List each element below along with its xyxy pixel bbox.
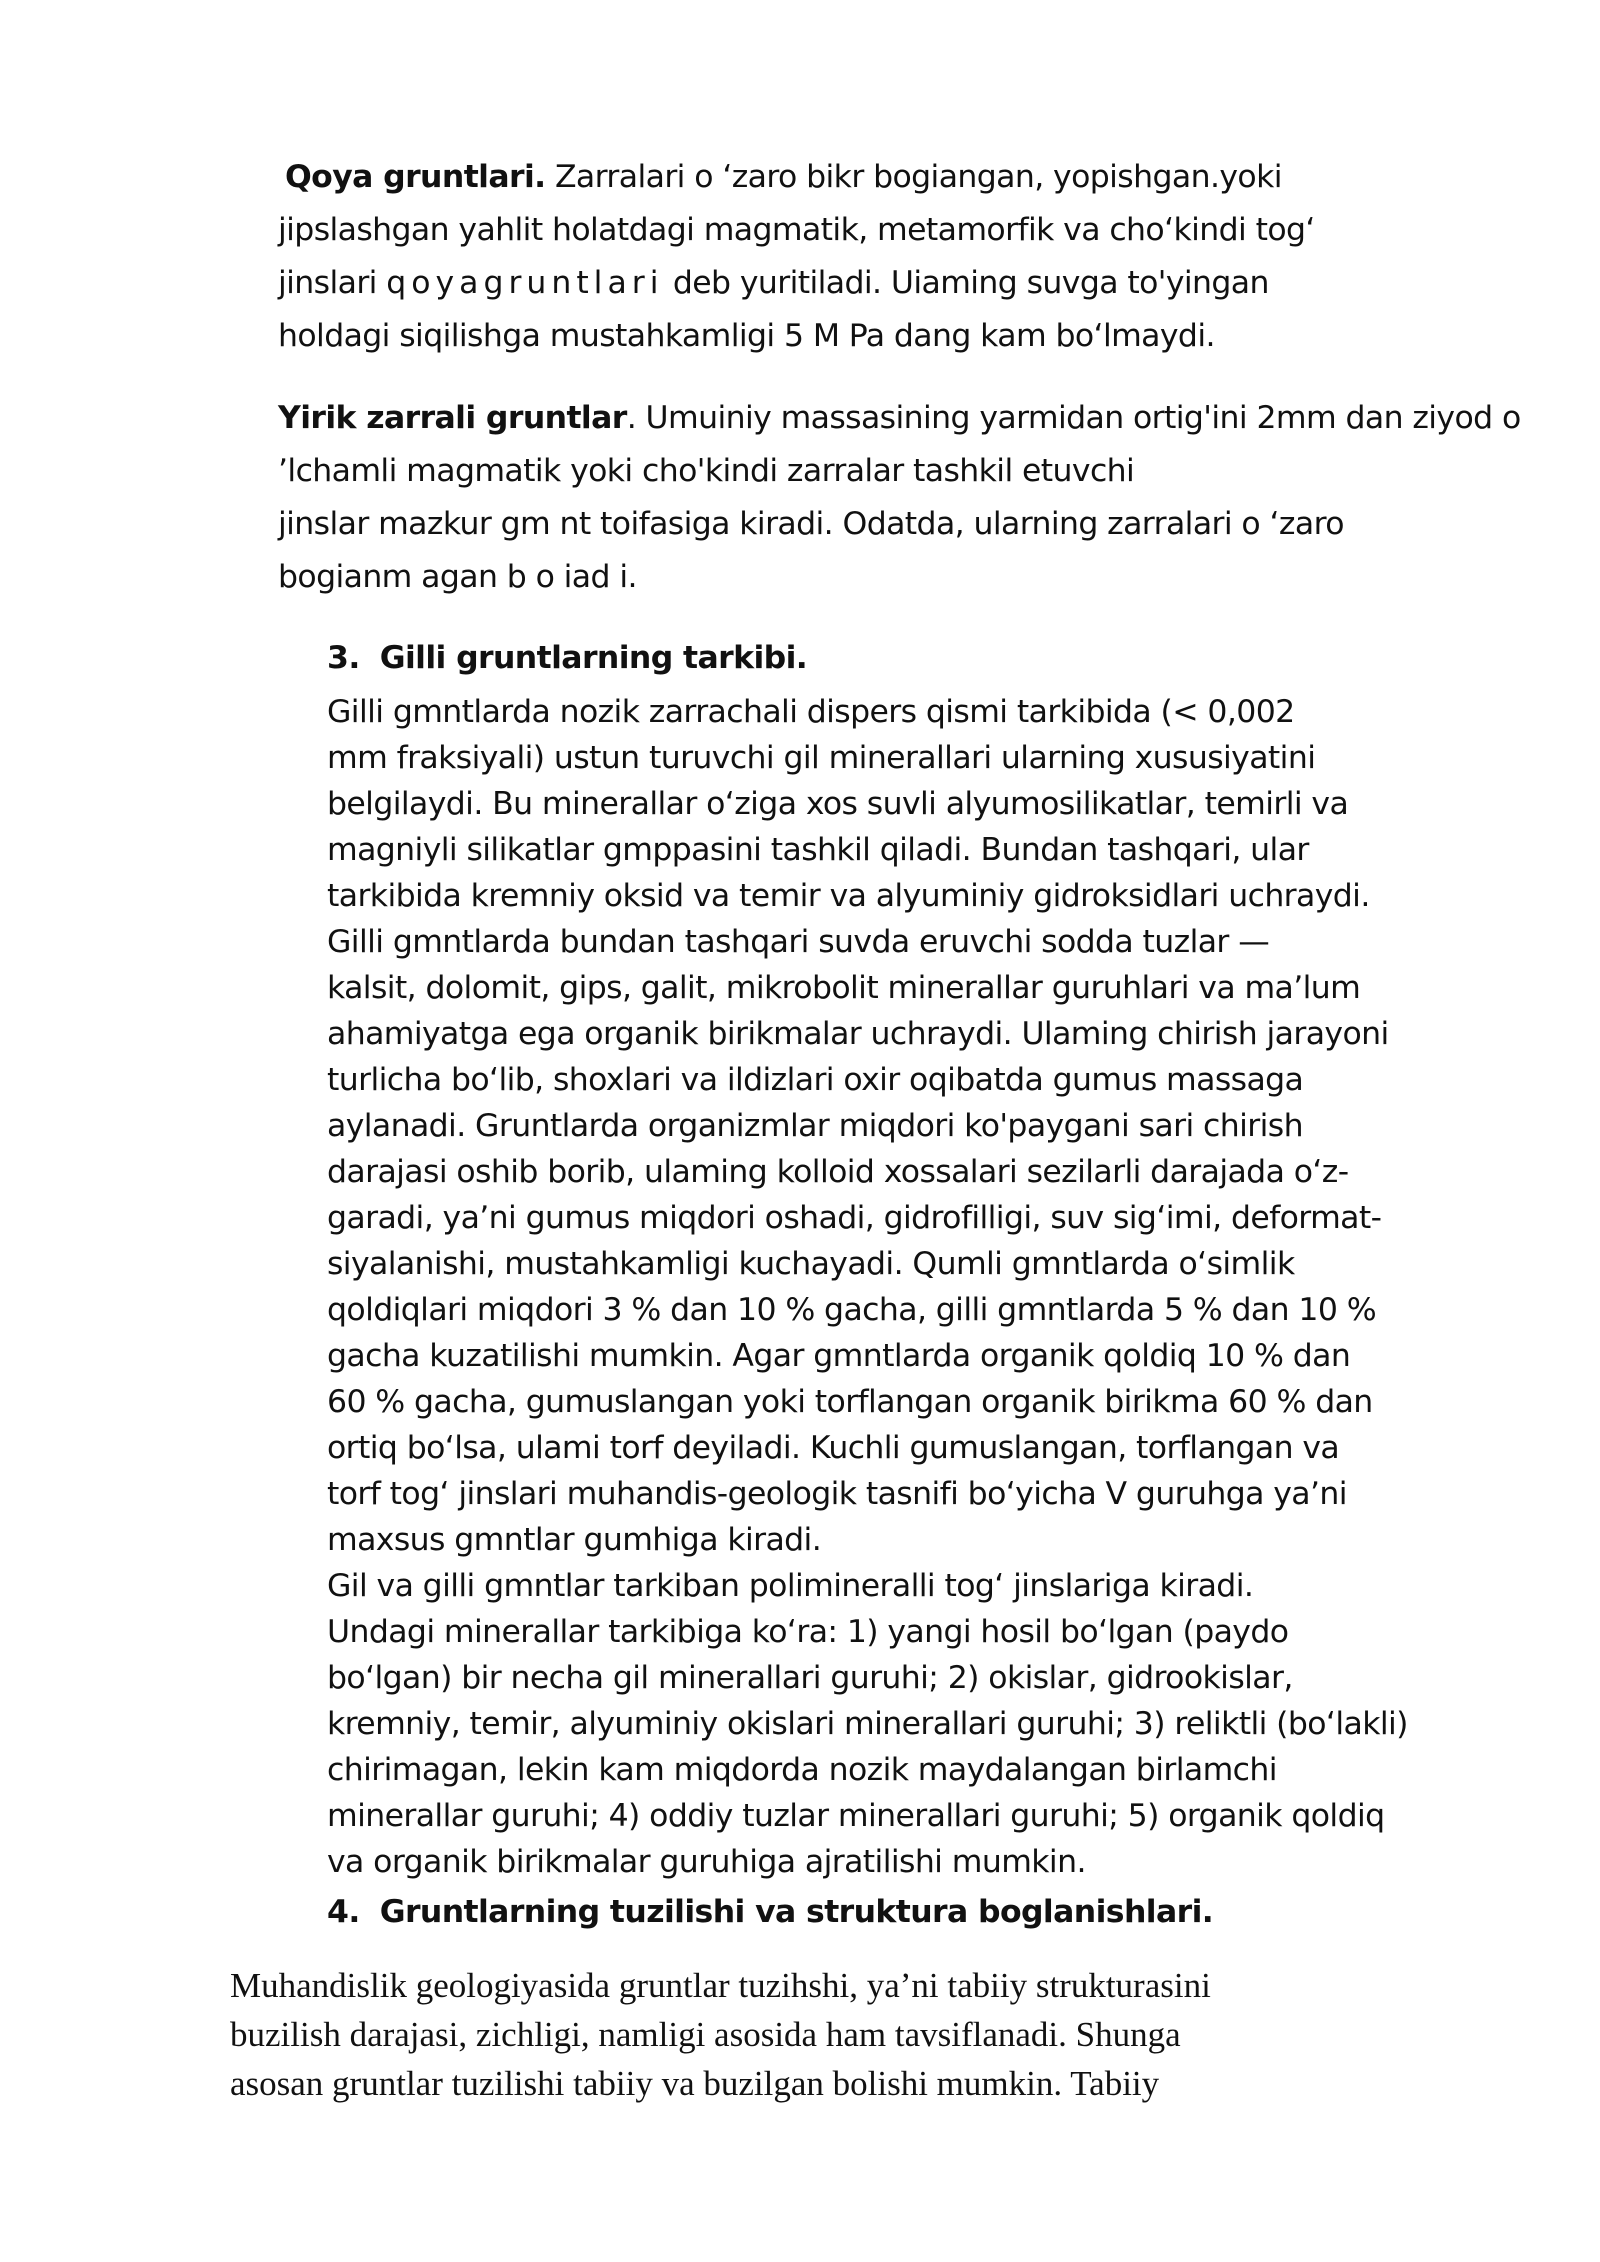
- body-line: belgilaydi. Bu minerallar oʻziga xos suvli alyumosilikatlar, temirli va: [327, 786, 1349, 822]
- body-line: Gilli gmntlarda bundan tashqari suvda eruvchi sodda tuzlar —: [327, 924, 1270, 960]
- body-line: magniyli silikatlar gmppasini tashkil qiladi. Bundan tashqari, ular: [327, 832, 1309, 868]
- section-number: 4.: [327, 1894, 360, 1930]
- section-heading-text: Gruntlarning tuzilishi va struktura boglanishlari.: [379, 1894, 1214, 1930]
- closing-line: buzilish darajasi, zichligi, namligi asosida ham tavsiflanadi. Shunga: [230, 2015, 1181, 2054]
- body-line: turlicha boʻlib, shoxlari va ildizlari oxir oqibatda gumus massaga: [327, 1062, 1304, 1098]
- body-line: 60 % gacha, gumuslangan yoki torflangan organik birikma 60 % dan: [327, 1384, 1373, 1420]
- body-line: torf togʻ jinslari muhandis-geologik tasnifi boʻyicha V guruhga yaʼni: [327, 1476, 1347, 1512]
- paragraph-text: jinslari: [278, 265, 387, 301]
- body-line: darajasi oshib borib, ulaming kolloid xossalari sezilarli darajada oʻz-: [327, 1154, 1349, 1190]
- paragraph-line: jinslar mazkur gm nt toifasiga kiradi. Odatda, ularning zarralari o ʻzaro: [278, 506, 1344, 542]
- section-heading-text: Gilli gruntlarning tarkibi.: [379, 640, 808, 676]
- body-line: minerallar guruhi; 4) oddiy tuzlar minerallari guruhi; 5) organik qoldiq: [327, 1798, 1385, 1834]
- paragraph-line: [278, 392, 1521, 445]
- body-line: va organik birikmalar guruhiga ajratilishi mumkin.: [327, 1844, 1086, 1880]
- paragraph-line: [285, 151, 1282, 204]
- paragraph-text: Zarralari o ʻzaro bikr bogiangan, yopishgan.yoki: [545, 159, 1282, 195]
- paragraph-line: bogianm agan b o iad i.: [278, 559, 637, 595]
- body-line: kremniy, temir, alyuminiy okislari minerallari guruhi; 3) reliktli (boʻlakli): [327, 1706, 1408, 1742]
- body-line: chirimagan, lekin kam miqdorda nozik maydalangan birlamchi: [327, 1752, 1277, 1788]
- term-qoya-gruntlari: Qoya gruntlari.: [285, 159, 546, 195]
- body-line: Undagi minerallar tarkibiga koʻra: 1) yangi hosil boʻlgan (paydo: [327, 1614, 1289, 1650]
- paragraph-text: deb yuritiladi. Uiaming suvga to'yingan: [663, 265, 1269, 301]
- body-line: mm fraksiyali) ustun turuvchi gil minerallari ularning xususiyatini: [327, 740, 1316, 776]
- closing-line: Muhandislik geologiyasida gruntlar tuzihshi, yaʼni tabiiy strukturasini: [230, 1966, 1211, 2005]
- body-line: gacha kuzatilishi mumkin. Agar gmntlarda organik qoldiq 10 % dan: [327, 1338, 1351, 1374]
- paragraph-text: . Umuiniy massasining yarmidan ortig'ini 2mm dan ziyod o: [626, 400, 1521, 436]
- body-line: ortiq boʻlsa, ulami torf deyiladi. Kuchli gumuslangan, torflangan va: [327, 1430, 1340, 1466]
- body-line: kalsit, dolomit, gips, galit, mikrobolit minerallar guruhlari va maʼlum: [327, 970, 1361, 1006]
- spaced-term: qoyagruntlari: [386, 265, 664, 301]
- section-heading-3: [327, 632, 807, 685]
- body-line: tarkibida kremniy oksid va temir va alyuminiy gidroksidlari uchraydi.: [327, 878, 1370, 914]
- body-line: Gil va gilli gmntlar tarkiban polimineralli togʻ jinslariga kiradi.: [327, 1568, 1254, 1604]
- body-line: qoldiqlari miqdori 3 % dan 10 % gacha, gilli gmntlarda 5 % dan 10 %: [327, 1292, 1377, 1328]
- term-yirik-zarrali: Yirik zarrali gruntlar: [278, 400, 627, 436]
- section-heading-4: [327, 1889, 1213, 1935]
- body-line: siyalanishi, mustahkamligi kuchayadi. Qumli gmntlarda oʻsimlik: [327, 1246, 1295, 1282]
- body-line: aylanadi. Gruntlarda organizmlar miqdori ko'paygani sari chirish: [327, 1108, 1303, 1144]
- paragraph-line: holdagi siqilishga mustahkamligi 5 M Pa dang kam boʻlmaydi.: [278, 318, 1215, 354]
- body-line: boʻlgan) bir necha gil minerallari guruhi; 2) okislar, gidrookislar,: [327, 1660, 1293, 1696]
- body-line: Gilli gmntlarda nozik zarrachali dispers qismi tarkibida (< 0,002: [327, 694, 1295, 730]
- paragraph-line: jipslashgan yahlit holatdagi magmatik, metamorfik va choʻkindi togʻ: [278, 212, 1315, 248]
- body-line: garadi, yaʼni gumus miqdori oshadi, gidrofilligi, suv sigʻimi, deformat-: [327, 1200, 1382, 1236]
- closing-line: asosan gruntlar tuzilishi tabiiy va buzilgan bolishi mumkin. Tabiiy: [230, 2064, 1160, 2103]
- paragraph-line: [278, 257, 1269, 310]
- section-number: 3.: [327, 640, 360, 676]
- body-line: ahamiyatga ega organik birikmalar uchraydi. Ulaming chirish jarayoni: [327, 1016, 1389, 1052]
- paragraph-line: ʼlchamli magmatik yoki cho'kindi zarralar tashkil etuvchi: [278, 453, 1135, 489]
- body-line: maxsus gmntlar gumhiga kiradi.: [327, 1522, 822, 1558]
